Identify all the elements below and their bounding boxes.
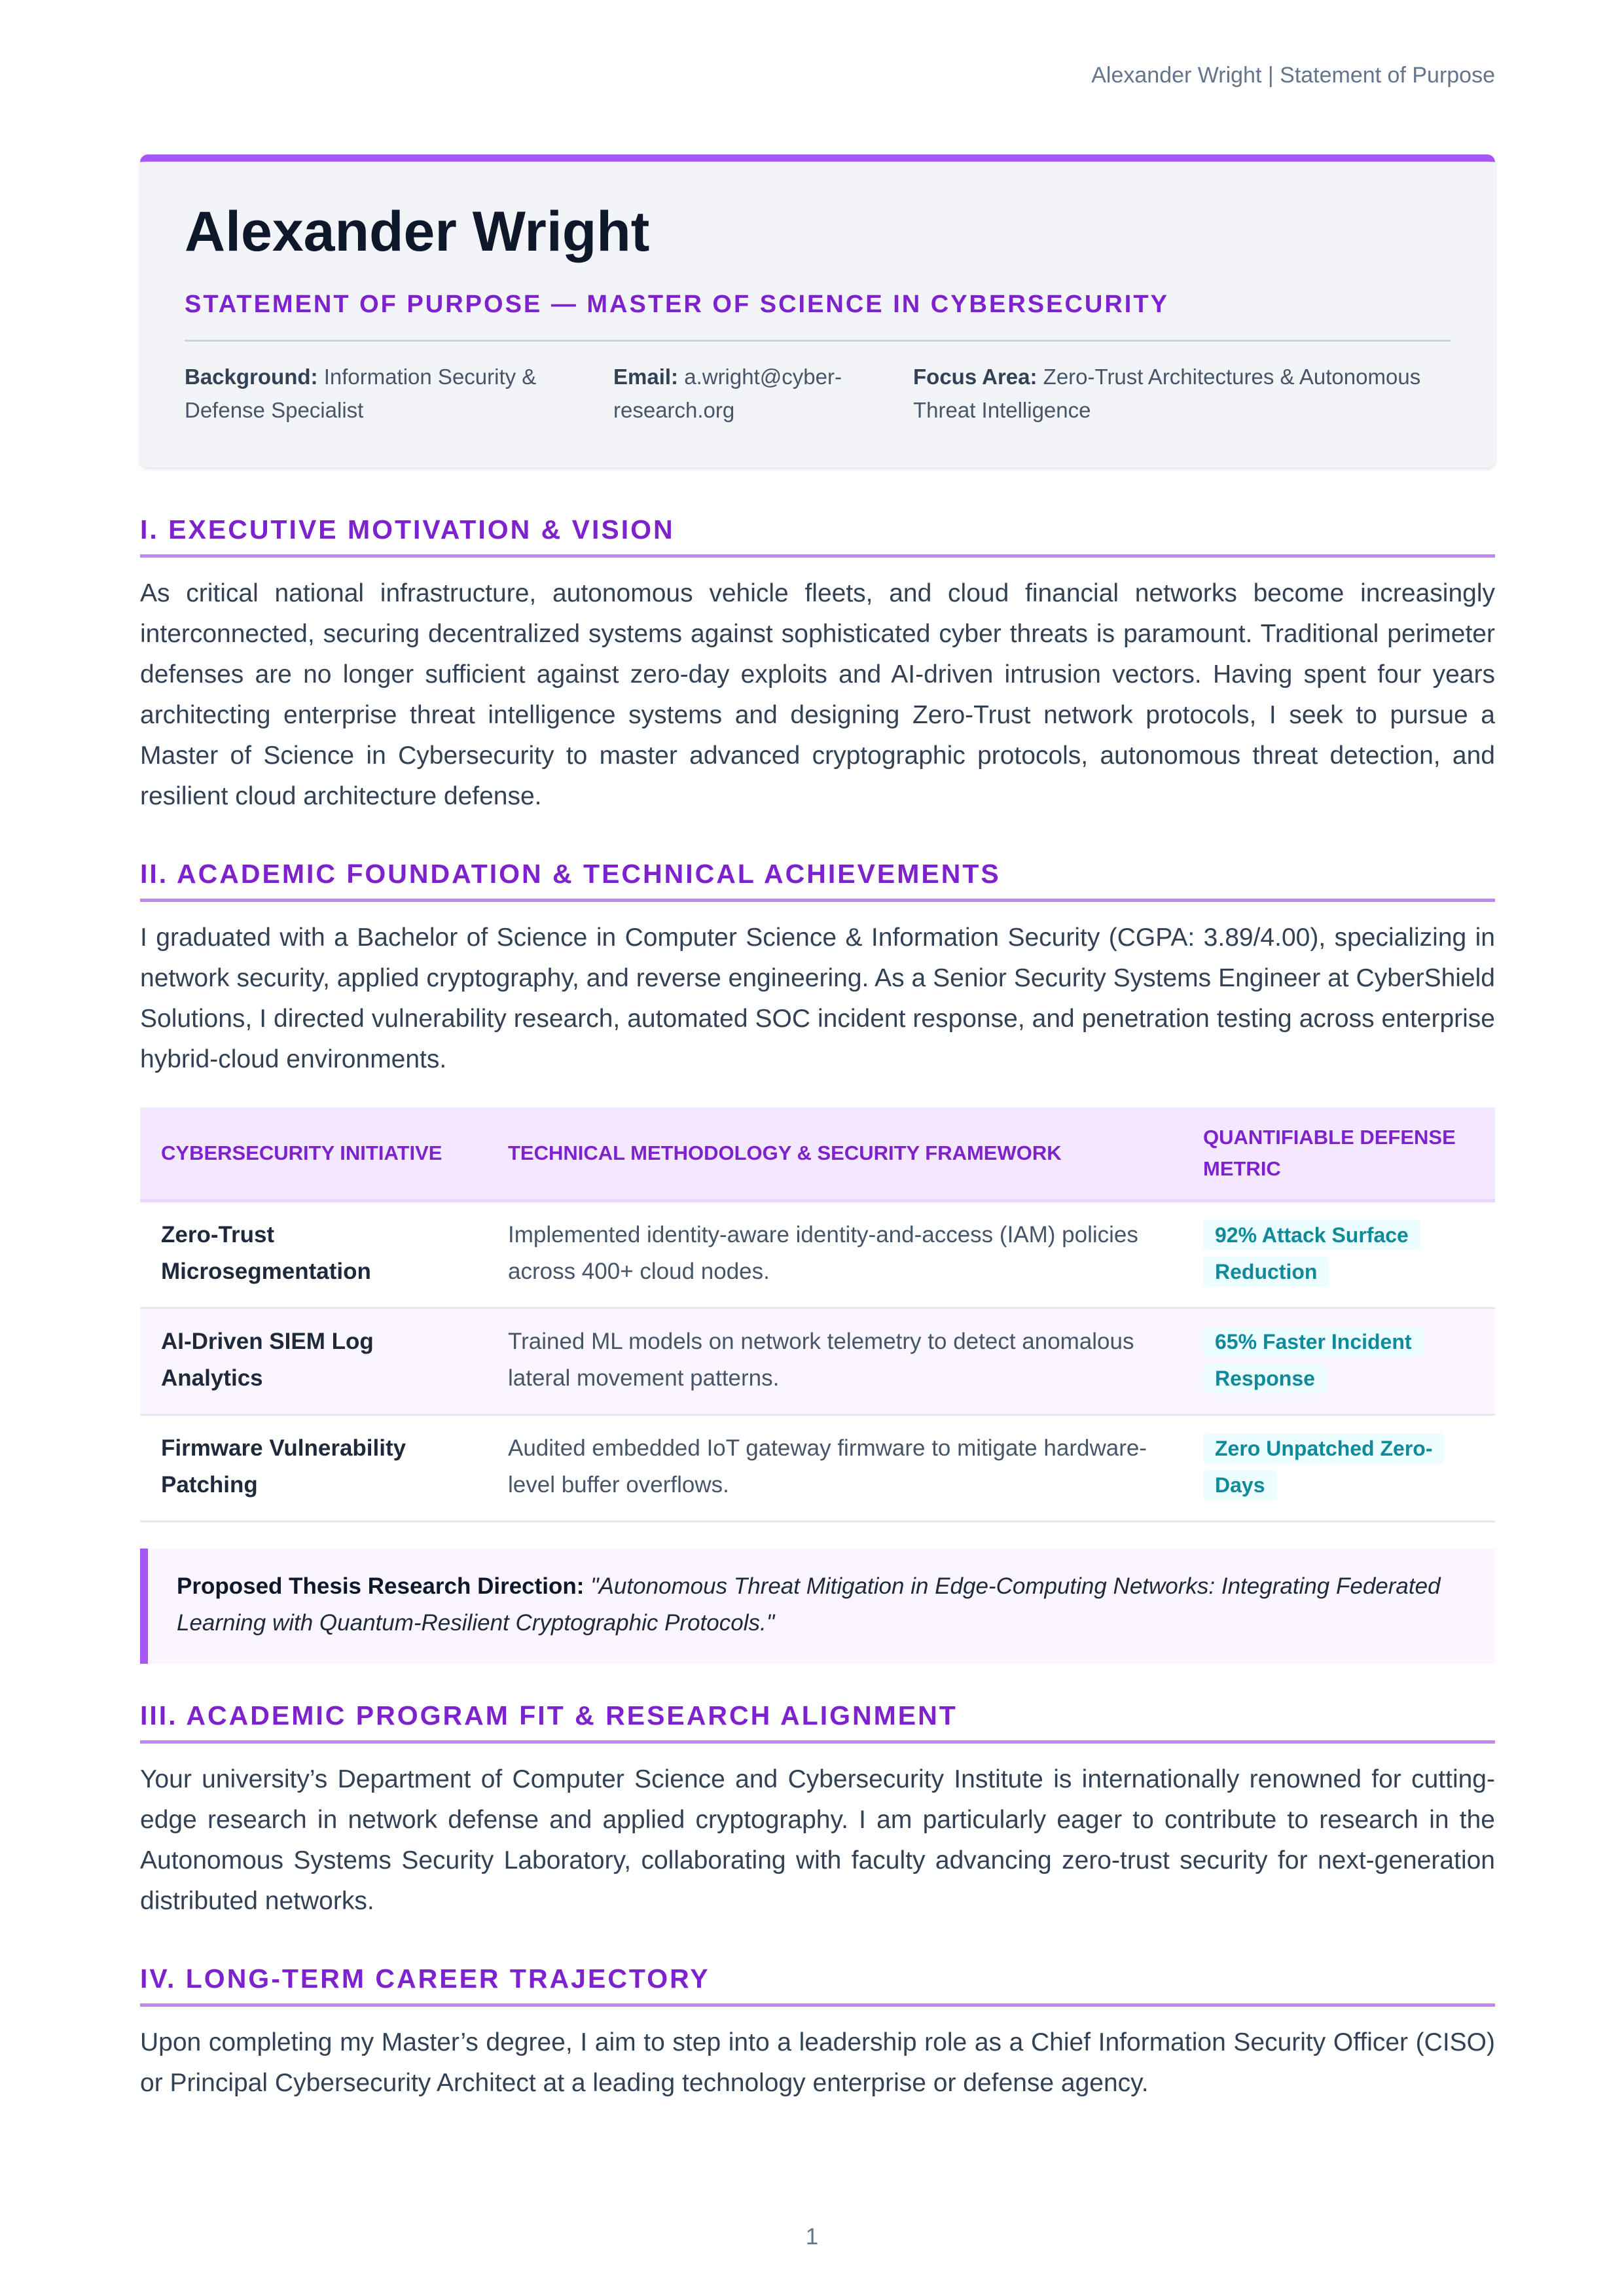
section-heading: I. EXECUTIVE MOTIVATION & VISION	[140, 514, 1495, 558]
section-body: Your university’s Department of Computer Science and Cybersecurity Institute is internationally renowned for cutting-edge research in network defense and applied cryptography. I am particularly eager to contribute to research in the Autonomous Systems Security Laboratory, collaborating with faculty advancing zero-trust security for next-generation distributed networks.	[140, 1765, 1495, 1915]
section-heading: IV. LONG-TERM CAREER TRAJECTORY	[140, 1964, 1495, 2007]
meta-focus-label: Focus Area:	[913, 364, 1038, 389]
meta-background	[185, 360, 613, 427]
running-header: Alexander Wright | Statement of Purpose	[1091, 63, 1495, 88]
initiative-cell: Zero-Trust Microsegmentation	[140, 1200, 487, 1308]
applicant-name: Alexander Wright	[185, 200, 650, 263]
metric-cell	[1182, 1414, 1495, 1521]
page-number: 1	[805, 2224, 819, 2250]
section-body: As critical national infrastructure, autonomous vehicle fleets, and cloud financial networks become increasingly interconnected, securing decentralized systems against sophisticated cyber threats is paramount. Traditional perimeter defenses are no longer sufficient against zero-day exploits and AI-driven intrusion vectors. Having spent four years architecting enterprise threat intelligence systems and designing Zero-Trust network protocols, I seek to pursue a Master of Science in Cybersecurity to master advanced cryptographic protocols, autonomous threat detection, and resilient cloud architecture defense.	[140, 579, 1495, 810]
thesis-title: "Autonomous Threat Mitigation in Edge-Computing Networks: Integrating Federated Learning with Quantum-Resilient Cryptographic Protocols."	[177, 1573, 1441, 1636]
metric-cell	[1182, 1200, 1495, 1308]
document-subtitle: STATEMENT OF PURPOSE — MASTER OF SCIENCE IN CYBERSECURITY	[185, 291, 1451, 342]
metric-cell	[1182, 1308, 1495, 1414]
section-program-fit	[140, 1700, 1495, 1922]
metric-badge: 65% Faster Incident Response	[1203, 1327, 1424, 1393]
meta-background-value: Information Security & Defense Specialist	[185, 364, 537, 422]
meta-focus-value: Zero-Trust Architectures & Autonomous Threat Intelligence	[913, 364, 1421, 422]
table-row	[140, 1308, 1495, 1414]
section-heading: II. ACADEMIC FOUNDATION & TECHNICAL ACHIEVEMENTS	[140, 859, 1495, 902]
table-row	[140, 1200, 1495, 1308]
metric-badge: 92% Attack Surface Reduction	[1203, 1220, 1420, 1287]
methodology-cell: Trained ML models on network telemetry to detect anomalous lateral movement patterns.	[487, 1308, 1182, 1414]
initiative-cell: Firmware Vulnerability Patching	[140, 1414, 487, 1521]
document-page	[140, 154, 1495, 2104]
thesis-label: Proposed Thesis Research Direction:	[177, 1573, 585, 1599]
metric-badge: Zero Unpatched Zero-Days	[1203, 1433, 1444, 1500]
section-academic-foundation	[140, 859, 1495, 1664]
meta-email	[613, 360, 913, 427]
column-header-metric: QUANTIFIABLE DEFENSE METRIC	[1182, 1107, 1495, 1201]
meta-background-label: Background:	[185, 364, 318, 389]
section-body: Upon completing my Master’s degree, I aim to step into a leadership role as a Chief Information Security Officer (CISO) or Principal Cybersecurity Architect at a leading technology enterprise or defense agency.	[140, 2028, 1495, 2097]
section-body: I graduated with a Bachelor of Science in Computer Science & Information Security (CGPA: 3.89/4.00), specializing in network security, applied cryptography, and reverse engineering. As a Senior Security Systems Engineer at CyberShield Solutions, I directed vulnerability research, automated SOC incident response, and penetration testing across enterprise hybrid-cloud environments.	[140, 923, 1495, 1073]
methodology-cell: Implemented identity-aware identity-and-access (IAM) policies across 400+ cloud nodes.	[487, 1200, 1182, 1308]
meta-row	[185, 360, 1451, 427]
meta-focus	[913, 360, 1451, 427]
section-motivation	[140, 514, 1495, 817]
table-header-row	[140, 1107, 1495, 1201]
header-card	[140, 154, 1495, 467]
table-row	[140, 1414, 1495, 1521]
section-heading: III. ACADEMIC PROGRAM FIT & RESEARCH ALIGNMENT	[140, 1700, 1495, 1744]
meta-email-value[interactable]: a.wright@cyber-research.org	[613, 364, 842, 422]
achievements-table	[140, 1107, 1495, 1522]
column-header-initiative: CYBERSECURITY INITIATIVE	[140, 1107, 487, 1201]
methodology-cell: Audited embedded IoT gateway firmware to mitigate hardware-level buffer overflows.	[487, 1414, 1182, 1521]
initiative-cell: AI-Driven SIEM Log Analytics	[140, 1308, 487, 1414]
column-header-methodology: TECHNICAL METHODOLOGY & SECURITY FRAMEWORK	[487, 1107, 1182, 1201]
thesis-callout	[140, 1549, 1495, 1664]
meta-email-label: Email:	[613, 364, 679, 389]
section-career	[140, 1964, 1495, 2104]
